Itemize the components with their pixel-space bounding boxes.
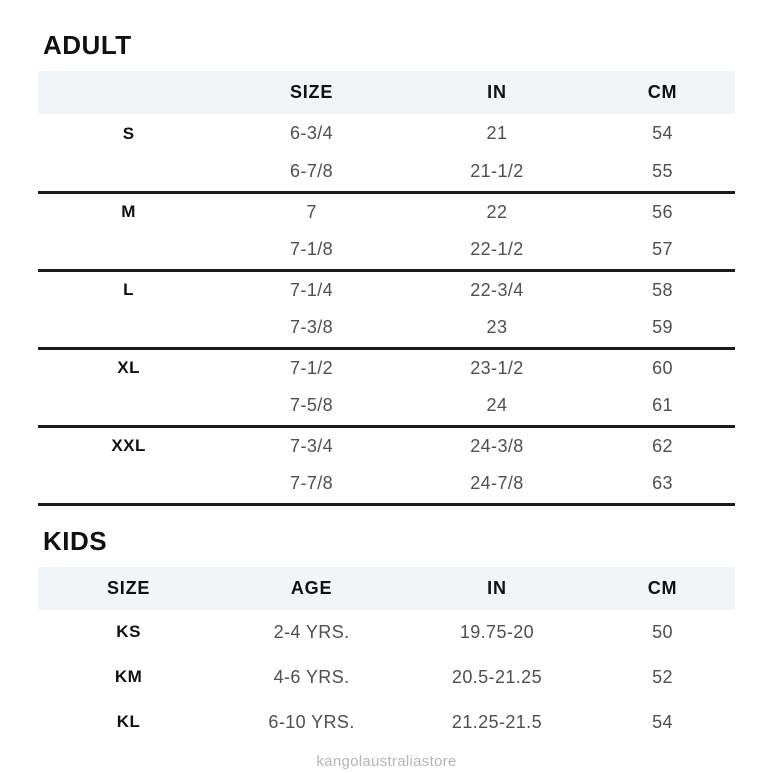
table-row <box>38 426 735 465</box>
table-row <box>38 231 735 270</box>
size-label-cell: KM <box>114 667 143 686</box>
inches-cell: 19.75-20 <box>459 621 535 642</box>
age-cell: 6-10 YRS. <box>268 711 355 732</box>
cm-cell: 59 <box>590 309 735 348</box>
hat-size-cell: 7-1/8 <box>219 231 404 270</box>
size-label-cell: S <box>122 123 135 143</box>
cm-cell: 55 <box>590 153 735 192</box>
cm-cell: 62 <box>652 435 673 456</box>
cm-cell: 50 <box>652 621 673 642</box>
table-row <box>38 700 735 745</box>
size-label-cell: M <box>121 202 136 222</box>
kids-header-size: SIZE <box>38 567 219 610</box>
size-label-cell: L <box>123 280 135 300</box>
cm-cell: 56 <box>652 201 673 222</box>
table-row <box>38 348 735 387</box>
inches-cell: 21 <box>486 123 508 143</box>
size-label-cell <box>38 309 219 348</box>
age-cell: 2-4 YRS. <box>273 621 350 642</box>
kids-header-cm: CM <box>590 567 735 610</box>
hat-size-cell: 7 <box>306 201 317 222</box>
table-row <box>38 610 735 655</box>
cm-cell: 61 <box>590 387 735 426</box>
adult-size-table <box>38 71 735 506</box>
adult-header-size: SIZE <box>219 71 404 114</box>
table-row <box>38 153 735 192</box>
size-label-cell <box>38 387 219 426</box>
size-label-cell <box>38 231 219 270</box>
inches-cell: 21-1/2 <box>404 153 590 192</box>
table-row <box>38 387 735 426</box>
hat-size-cell: 7-7/8 <box>219 465 404 504</box>
size-label-cell: XL <box>117 358 140 378</box>
cm-cell: 57 <box>590 231 735 270</box>
table-row <box>38 114 735 153</box>
inches-cell: 22-1/2 <box>404 231 590 270</box>
inches-cell: 24-7/8 <box>404 465 590 504</box>
inches-cell: 22-3/4 <box>470 279 524 300</box>
hat-size-cell: 6-3/4 <box>290 123 334 143</box>
hat-size-cell: 7-1/2 <box>290 357 334 378</box>
size-label-cell: KL <box>116 712 141 731</box>
hat-size-cell: 6-7/8 <box>219 153 404 192</box>
adult-header-in: IN <box>404 71 590 114</box>
kids-header-row <box>38 567 735 610</box>
hat-size-cell: 7-3/4 <box>290 435 334 456</box>
kids-size-table <box>38 567 735 745</box>
size-label-cell <box>38 465 219 504</box>
size-label-cell: XXL <box>111 436 146 456</box>
hat-size-cell: 7-1/4 <box>290 279 334 300</box>
table-row <box>38 192 735 231</box>
cm-cell: 54 <box>652 711 673 732</box>
kids-header-age: AGE <box>219 567 404 610</box>
cm-cell: 58 <box>652 279 673 300</box>
adult-header-row <box>38 71 735 114</box>
inches-cell: 22 <box>486 201 508 222</box>
table-row <box>38 465 735 504</box>
age-cell: 4-6 YRS. <box>273 666 350 687</box>
kids-header-in: IN <box>404 567 590 610</box>
inches-cell: 24 <box>404 387 590 426</box>
cm-cell: 54 <box>652 123 673 143</box>
table-row <box>38 309 735 348</box>
kids-section-title: KIDS <box>43 525 108 556</box>
watermark: kangolaustraliastore <box>316 753 457 770</box>
inches-cell: 20.5-21.25 <box>451 666 542 687</box>
size-label-cell <box>38 153 219 192</box>
hat-size-cell: 7-5/8 <box>219 387 404 426</box>
cm-cell: 60 <box>652 357 673 378</box>
adult-header-cm: CM <box>590 71 735 114</box>
table-row <box>38 655 735 700</box>
inches-cell: 23-1/2 <box>470 357 524 378</box>
hat-size-cell: 7-3/8 <box>219 309 404 348</box>
inches-cell: 21.25-21.5 <box>451 711 542 732</box>
adult-section-title: ADULT <box>43 30 132 60</box>
size-label-cell: KS <box>116 622 141 641</box>
adult-header-blank <box>38 71 219 114</box>
cm-cell: 52 <box>652 666 673 687</box>
inches-cell: 23 <box>404 309 590 348</box>
table-row <box>38 270 735 309</box>
inches-cell: 24-3/8 <box>470 435 524 456</box>
cm-cell: 63 <box>590 465 735 504</box>
